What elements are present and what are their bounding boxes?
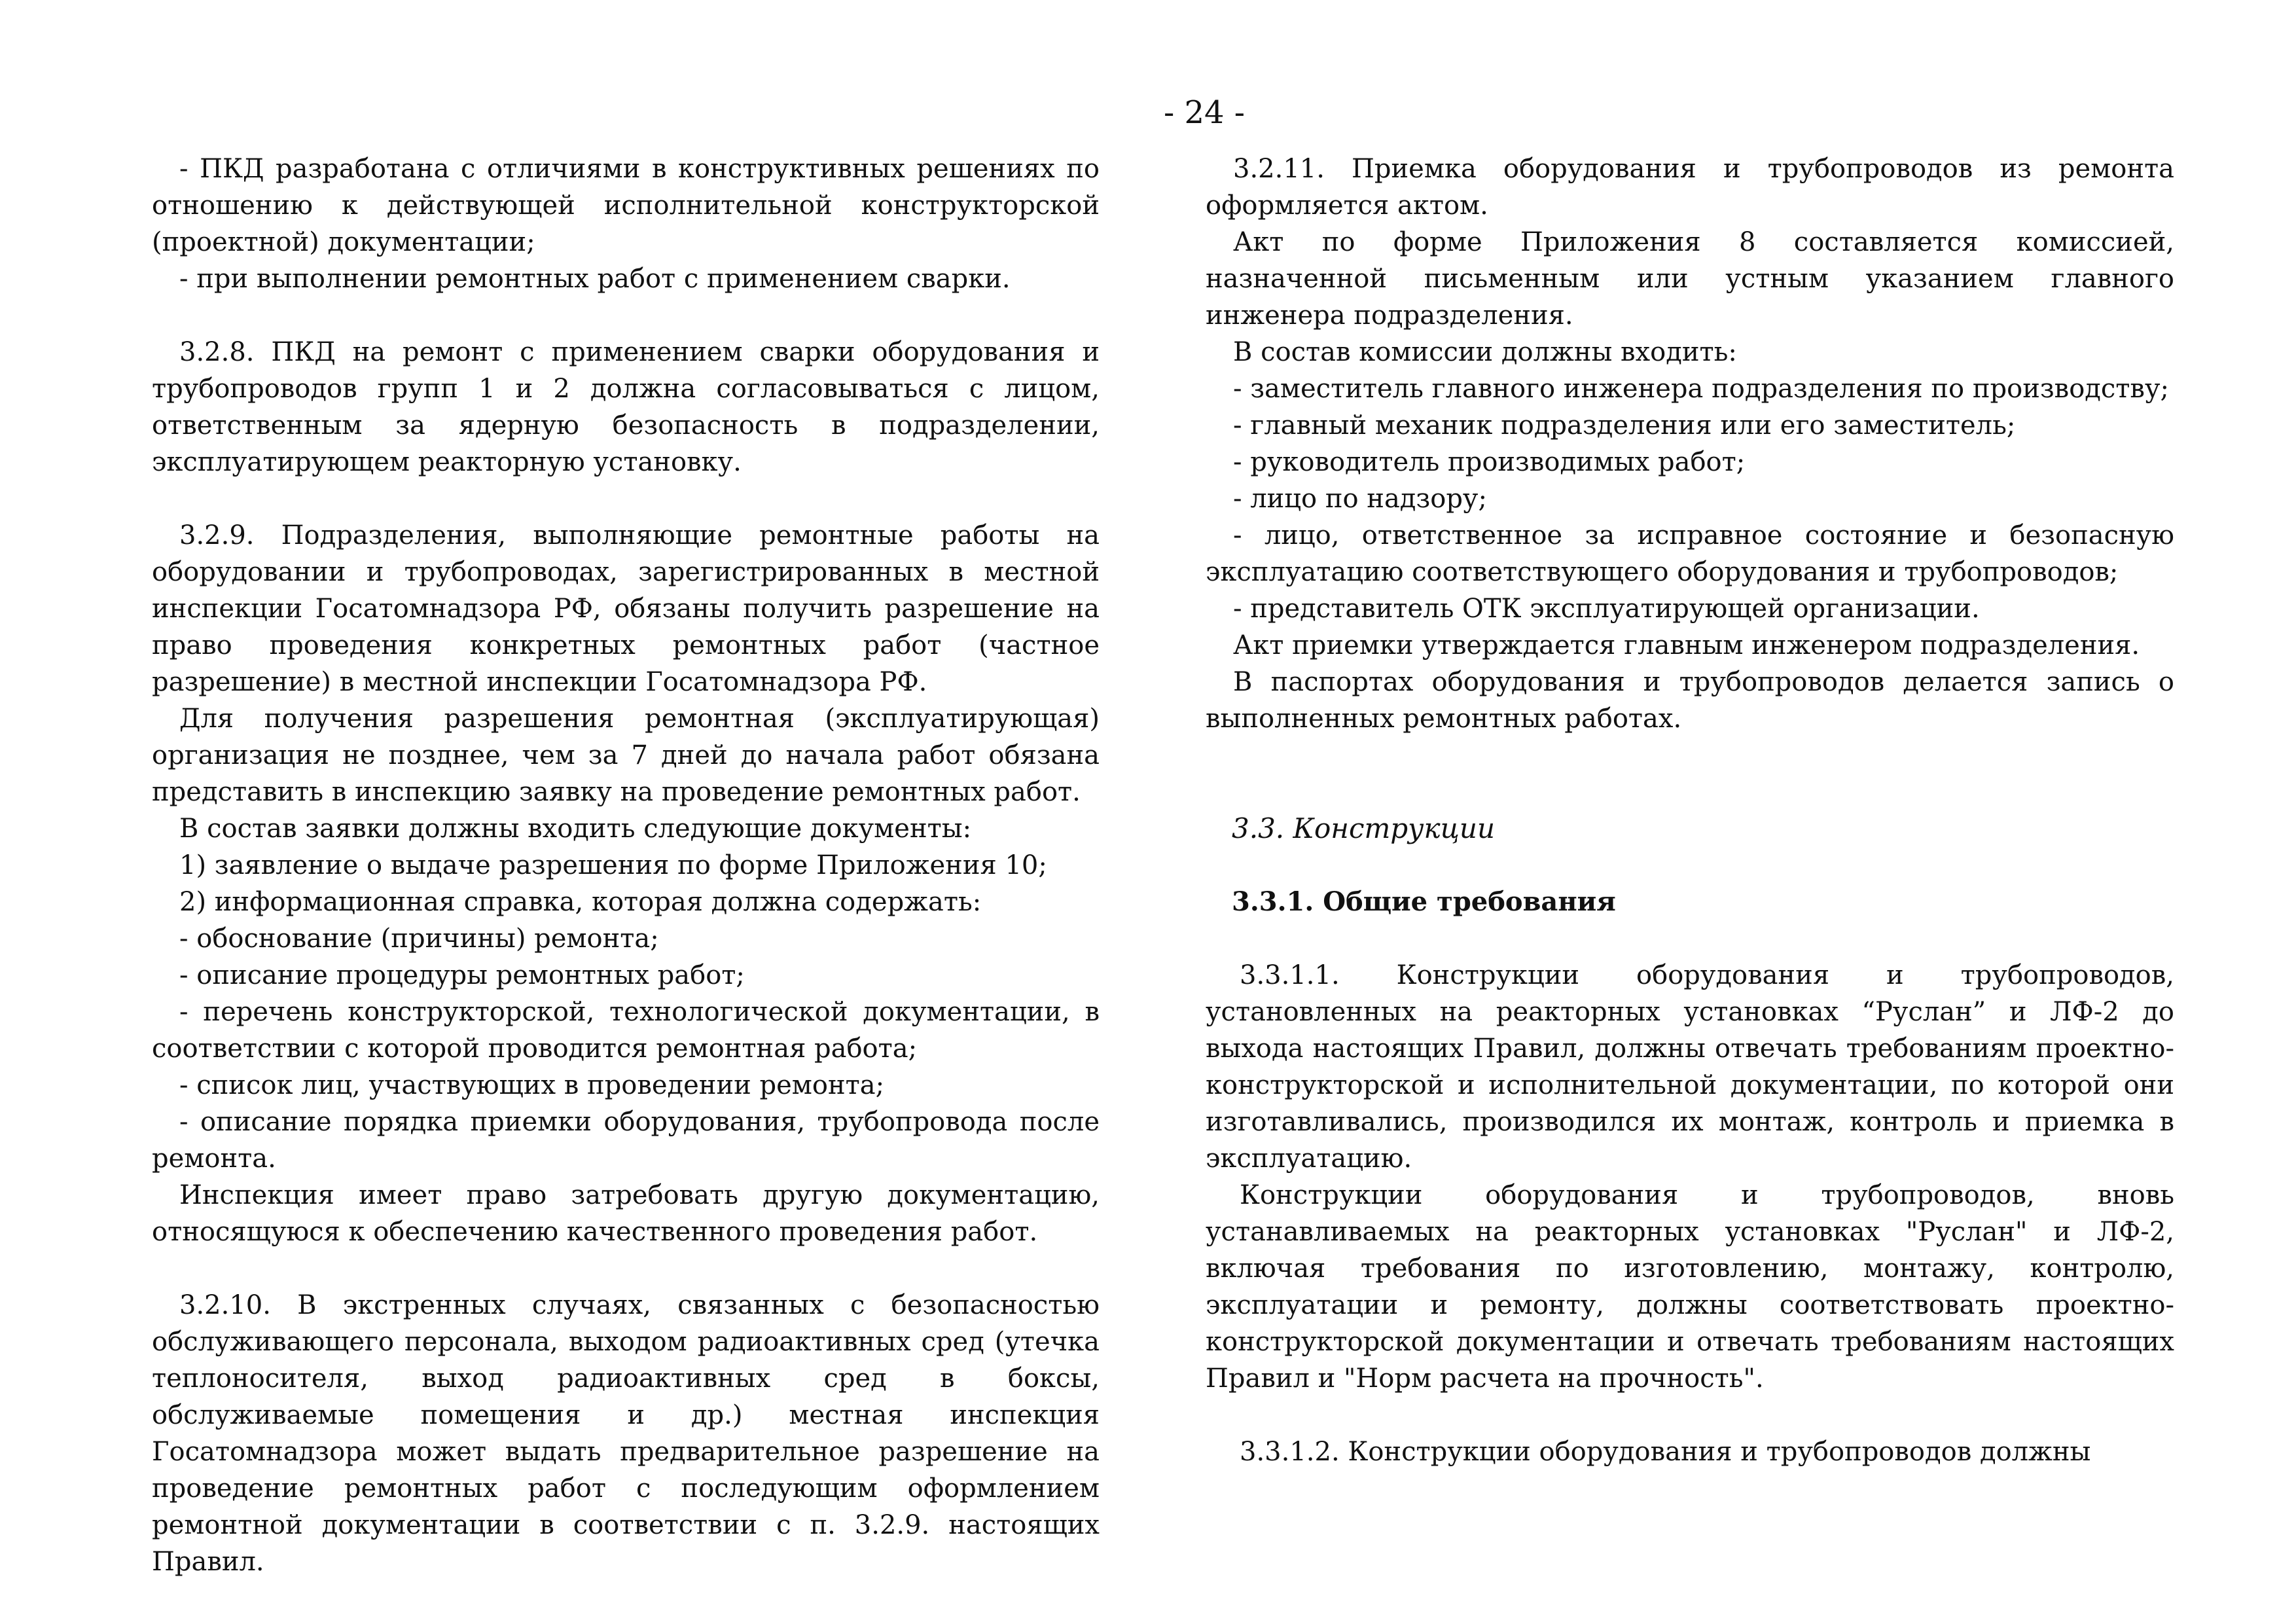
left-paragraph-3: 3.2.8. ПКД на ремонт с применением сварки оборудования и трубопроводов групп 1 и 2 должна согласовываться с лицом, ответственным за ядерную безопасность в подразделении, эксплуатирующем реакторную установку.: [152, 337, 1100, 477]
right-paragraph-1: 3.2.11. Приемка оборудования и трубопроводов из ремонта оформляется актом.: [1206, 154, 2174, 221]
left-paragraph-14: Инспекция имеет право затребовать другую документацию, относящуюся к обеспечению качественного проведения работ.: [152, 1180, 1100, 1247]
right-paragraph-13: Конструкции оборудования и трубопроводов, вновь устанавливаемых на реакторных установках "Руслан" и ЛФ-2, включая требования по изготовлению, монтажу, контролю, эксплуатации и ремонту, должны соответствовать проектно-конструкторской документации и отвечать требованиям настоящих Правил и "Норм расчета на прочность".: [1206, 1180, 2174, 1394]
left-paragraph-5: Для получения разрешения ремонтная (эксплуатирующая) организация не позднее, чем за 7 дней до начала работ обязана представить в инспекцию заявку на проведение ремонтных работ.: [152, 704, 1100, 807]
left-paragraph-1: - ПКД разработана с отличиями в конструктивных решениях по отношению к действующей исполнительной конструкторской (проектной) документации;: [152, 154, 1100, 257]
left-paragraph-13: - описание порядка приемки оборудования, трубопровода после ремонта.: [152, 1107, 1100, 1174]
left-paragraph-11: - перечень конструкторской, технологической документации, в соответствии с которой проводится ремонтная работа;: [152, 997, 1100, 1064]
section-title: 3.3. Конструкции: [1232, 812, 1496, 844]
right-paragraph-10: Акт приемки утверждается главным инженером подразделения.: [1233, 630, 2140, 660]
left-paragraph-10: - описание процедуры ремонтных работ;: [179, 960, 745, 990]
right-column: [1206, 151, 2174, 1470]
left-paragraph-12: - список лиц, участвующих в проведении ремонта;: [179, 1070, 885, 1100]
right-paragraph-7: - лицо по надзору;: [1233, 484, 1487, 514]
right-paragraph-12: 3.3.1.1. Конструкции оборудования и трубопроводов, установленных на реакторных установках “Руслан” и ЛФ-2 до выхода настоящих Правил, должны отвечать требованиям проектно-конструкторской и исполнительной документации, по которой они изготавливались, производился их монтаж, контроль и приемка в эксплуатацию.: [1206, 960, 2174, 1174]
right-paragraph-3: В состав комиссии должны входить:: [1233, 337, 1737, 367]
right-paragraph-9: - представитель ОТК эксплуатирующей организации.: [1233, 594, 1980, 624]
subsection-title: 3.3.1. Общие требования: [1232, 886, 1616, 917]
right-paragraph-2: Акт по форме Приложения 8 составляется комиссией, назначенной письменным или устным указанием главного инженера подразделения.: [1206, 227, 2174, 331]
left-paragraph-8: 2) информационная справка, которая должна содержать:: [179, 887, 982, 917]
left-paragraph-6: В состав заявки должны входить следующие документы:: [179, 814, 972, 844]
left-paragraph-9: - обоснование (причины) ремонта;: [179, 924, 659, 954]
page-number: - 24 -: [1163, 94, 1246, 131]
right-paragraph-6: - руководитель производимых работ;: [1233, 447, 1746, 477]
right-paragraph-5: - главный механик подразделения или его заместитель;: [1233, 410, 2016, 441]
right-paragraph-4: - заместитель главного инженера подразделения по производству;: [1233, 374, 2169, 404]
left-column: [152, 151, 1100, 1580]
left-paragraph-7: 1) заявление о выдаче разрешения по форме Приложения 10;: [179, 850, 1047, 880]
right-paragraph-11: В паспортах оборудования и трубопроводов делается запись о выполненных ремонтных работах.: [1206, 667, 2174, 734]
left-paragraph-2: - при выполнении ремонтных работ с применением сварки.: [179, 264, 1011, 294]
left-paragraph-15: 3.2.10. В экстренных случаях, связанных с безопасностью обслуживающего персонала, выходом радиоактивных сред (утечка теплоносителя, выход радиоактивных сред в боксы, обслуживаемые помещения и др.) местная инспекция Госатомнадзора может выдать предварительное разрешение на проведение ремонтных работ с последующим оформлением ремонтной документации в соответствии с п. 3.2.9. настоящих Правил.: [152, 1290, 1100, 1577]
right-paragraph-8: - лицо, ответственное за исправное состояние и безопасную эксплуатацию соответствующего оборудования и трубопроводов;: [1206, 520, 2174, 587]
left-paragraph-4: 3.2.9. Подразделения, выполняющие ремонтные работы на оборудовании и трубопроводах, зарегистрированных в местной инспекции Госатомнадзора РФ, обязаны получить разрешение на право проведения конкретных ремонтных работ (частное разрешение) в местной инспекции Госатомнадзора РФ.: [152, 520, 1100, 697]
right-paragraph-14: 3.3.1.2. Конструкции оборудования и трубопроводов должны: [1240, 1437, 2091, 1467]
